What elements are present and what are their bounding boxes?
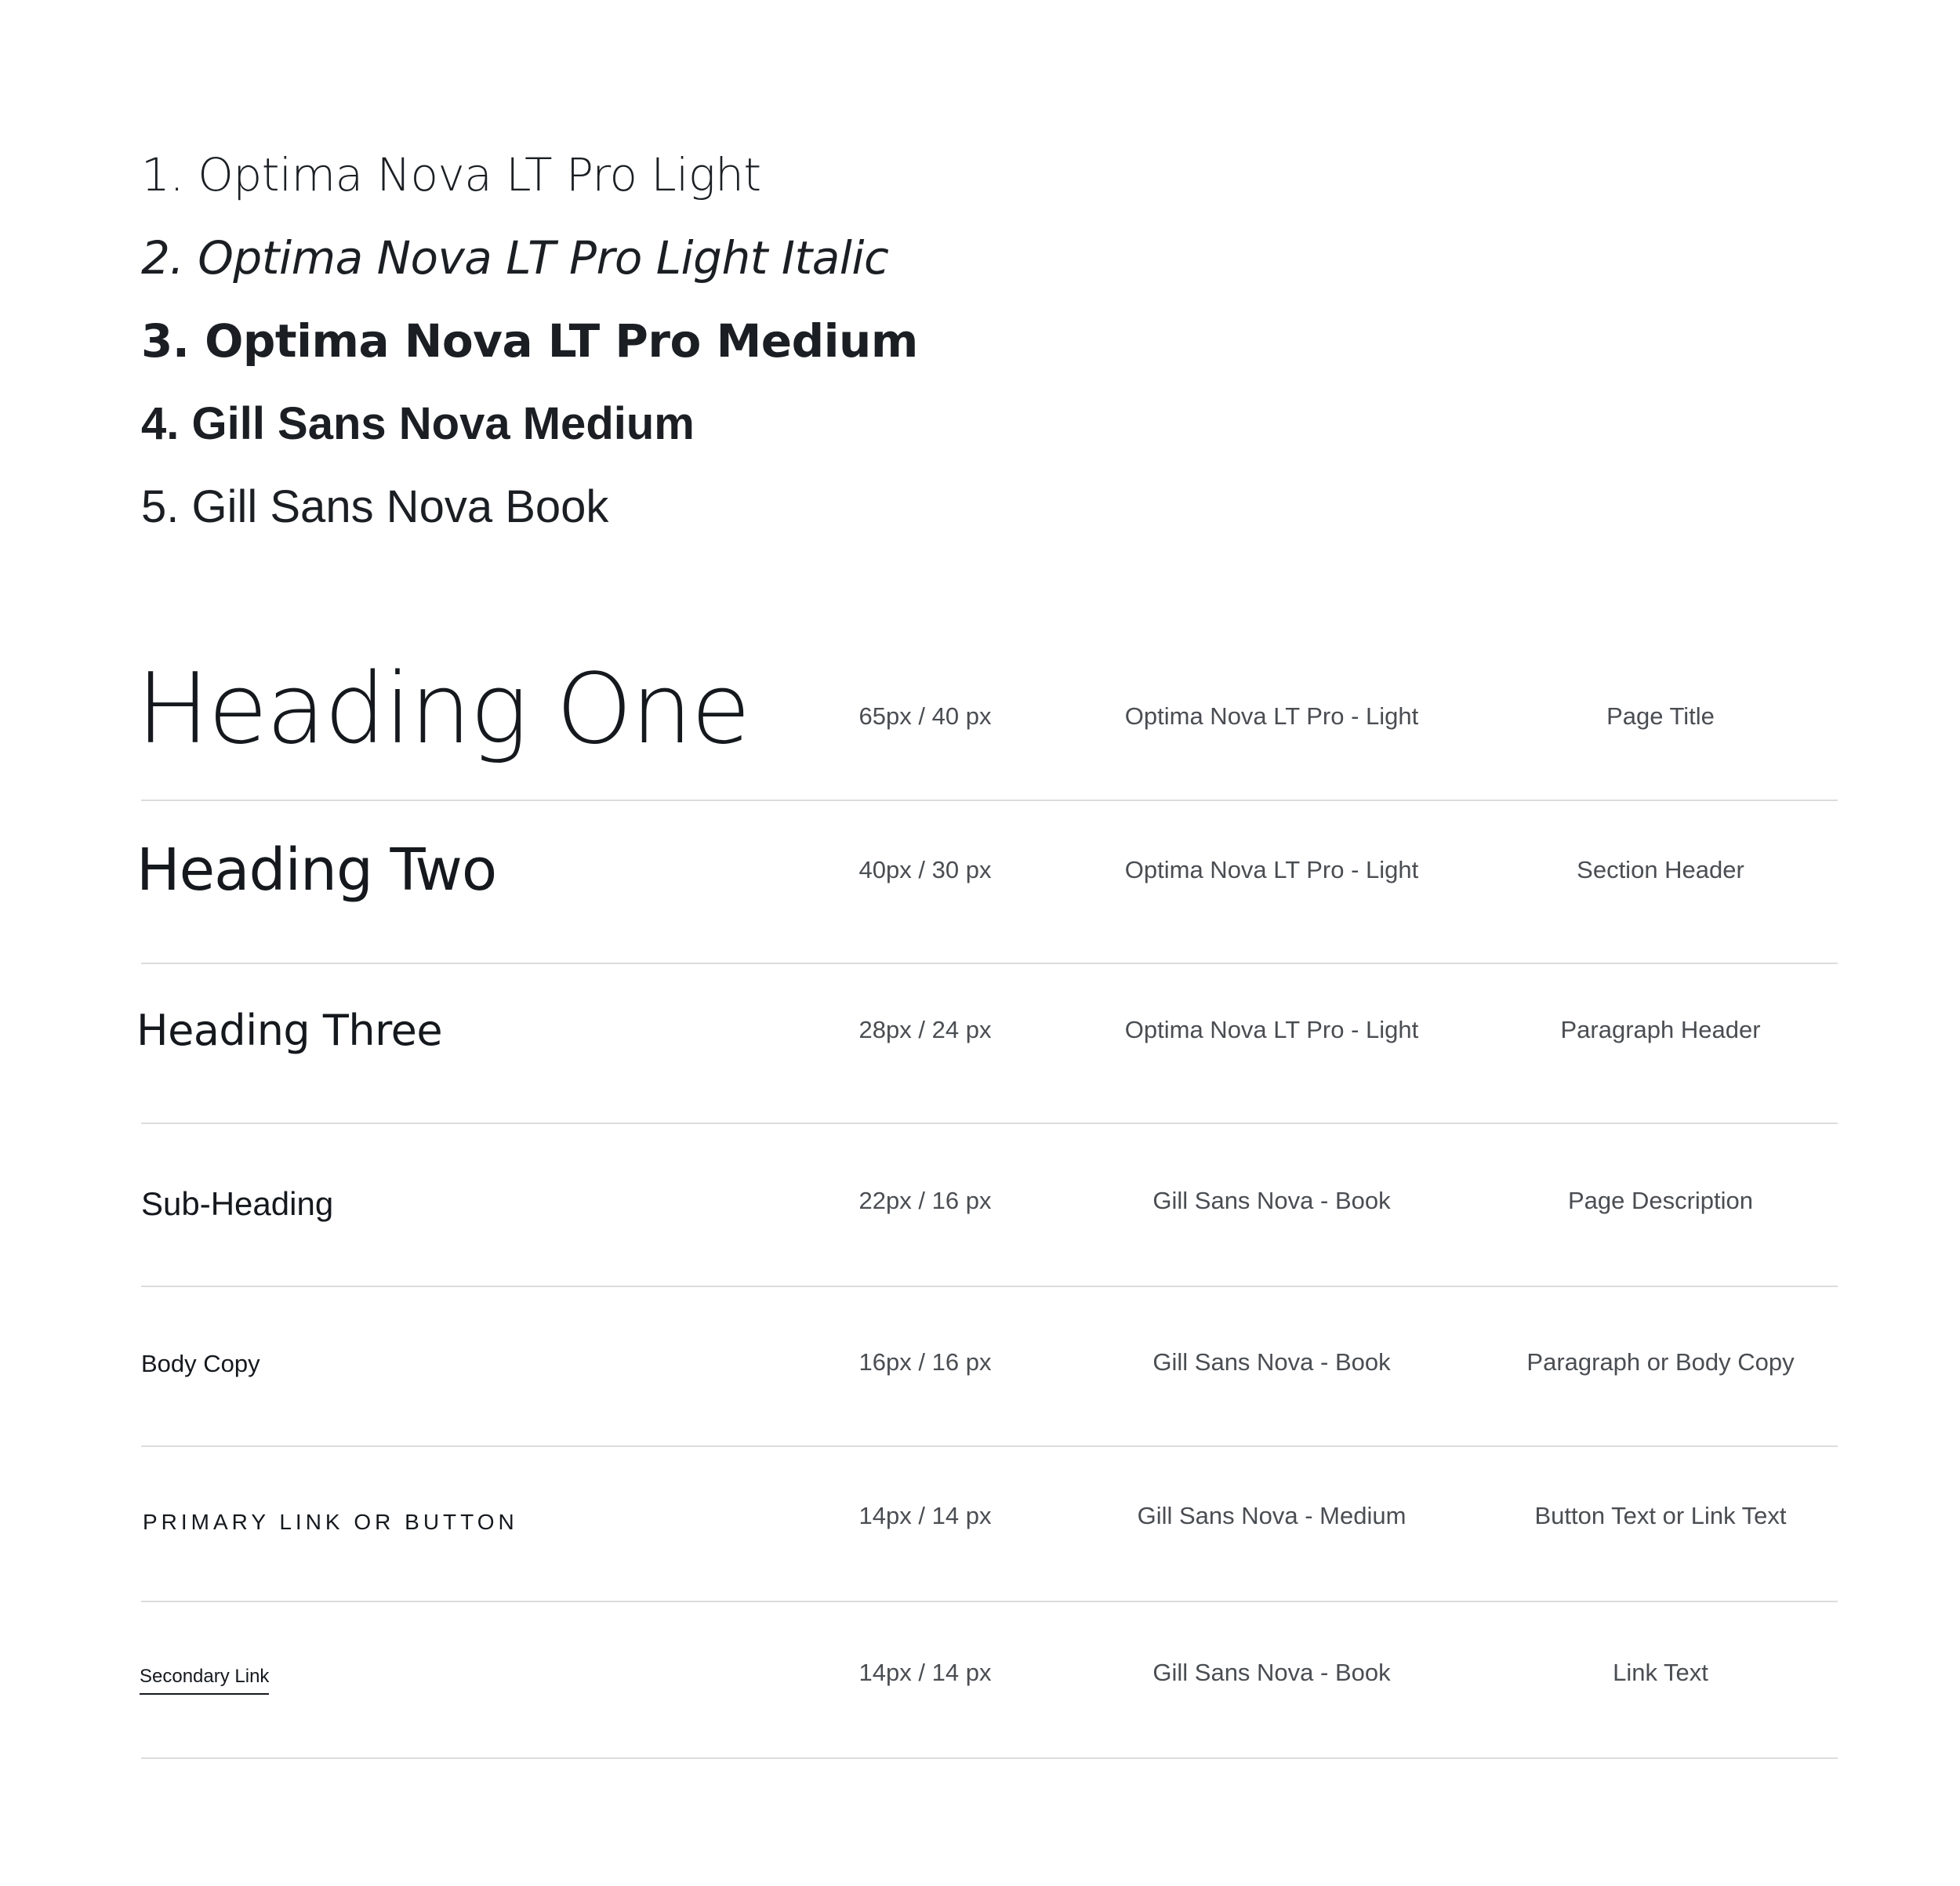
type-scale-table [136,643,1838,1759]
type-row-primary-link [141,1447,1838,1602]
usage-value: Page Title [1606,702,1715,730]
primary-link-sample[interactable]: PRIMARY LINK OR BUTTON [143,1510,518,1534]
font-name-value: Optima Nova LT Pro - Light [1124,856,1419,883]
font-list-item: 5. Gill Sans Nova Book [141,481,609,532]
font-list-item: 1. Optima Nova LT Pro Light [141,148,761,201]
heading-one-sample: Heading One [136,653,750,766]
font-list-item: 3. Optima Nova LT Pro Medium [141,314,918,368]
type-row-heading-three [136,964,1838,1124]
type-size-value: 16px / 16 px [858,1348,992,1376]
usage-value: Paragraph or Body Copy [1526,1348,1795,1376]
font-name-value: Optima Nova LT Pro - Light [1124,1016,1419,1043]
type-size-value: 65px / 40 px [858,702,992,730]
type-size-value: 14px / 14 px [858,1659,992,1686]
type-row-heading-one [136,643,1838,801]
type-row-body-copy [141,1287,1838,1447]
heading-two-sample: Heading Two [136,836,497,904]
type-row-sub-heading [141,1124,1838,1287]
font-family-list [141,133,918,549]
type-size-value: 14px / 14 px [858,1502,992,1529]
usage-value: Link Text [1613,1659,1708,1686]
usage-value: Paragraph Header [1560,1016,1761,1043]
font-name-value: Gill Sans Nova - Book [1152,1348,1391,1376]
font-list-item: 4. Gill Sans Nova Medium [141,398,695,449]
font-name-value: Gill Sans Nova - Book [1152,1187,1391,1214]
usage-value: Button Text or Link Text [1534,1502,1787,1529]
usage-value: Section Header [1577,856,1744,883]
font-name-value: Gill Sans Nova - Medium [1137,1502,1406,1529]
body-copy-sample: Body Copy [141,1350,260,1377]
type-row-secondary-link [141,1602,1838,1759]
usage-value: Page Description [1567,1187,1754,1214]
type-row-heading-two [136,801,1838,964]
sub-heading-sample: Sub-Heading [141,1185,334,1222]
type-size-value: 28px / 24 px [858,1016,992,1043]
secondary-link-sample[interactable]: Secondary Link [140,1663,269,1695]
font-list-item: 2. Optima Nova LT Pro Light Italic [141,231,889,285]
font-name-value: Gill Sans Nova - Book [1152,1659,1391,1686]
font-name-value: Optima Nova LT Pro - Light [1124,702,1419,730]
type-size-value: 22px / 16 px [858,1187,992,1214]
heading-three-sample: Heading Three [136,1006,443,1055]
type-size-value: 40px / 30 px [858,856,992,883]
